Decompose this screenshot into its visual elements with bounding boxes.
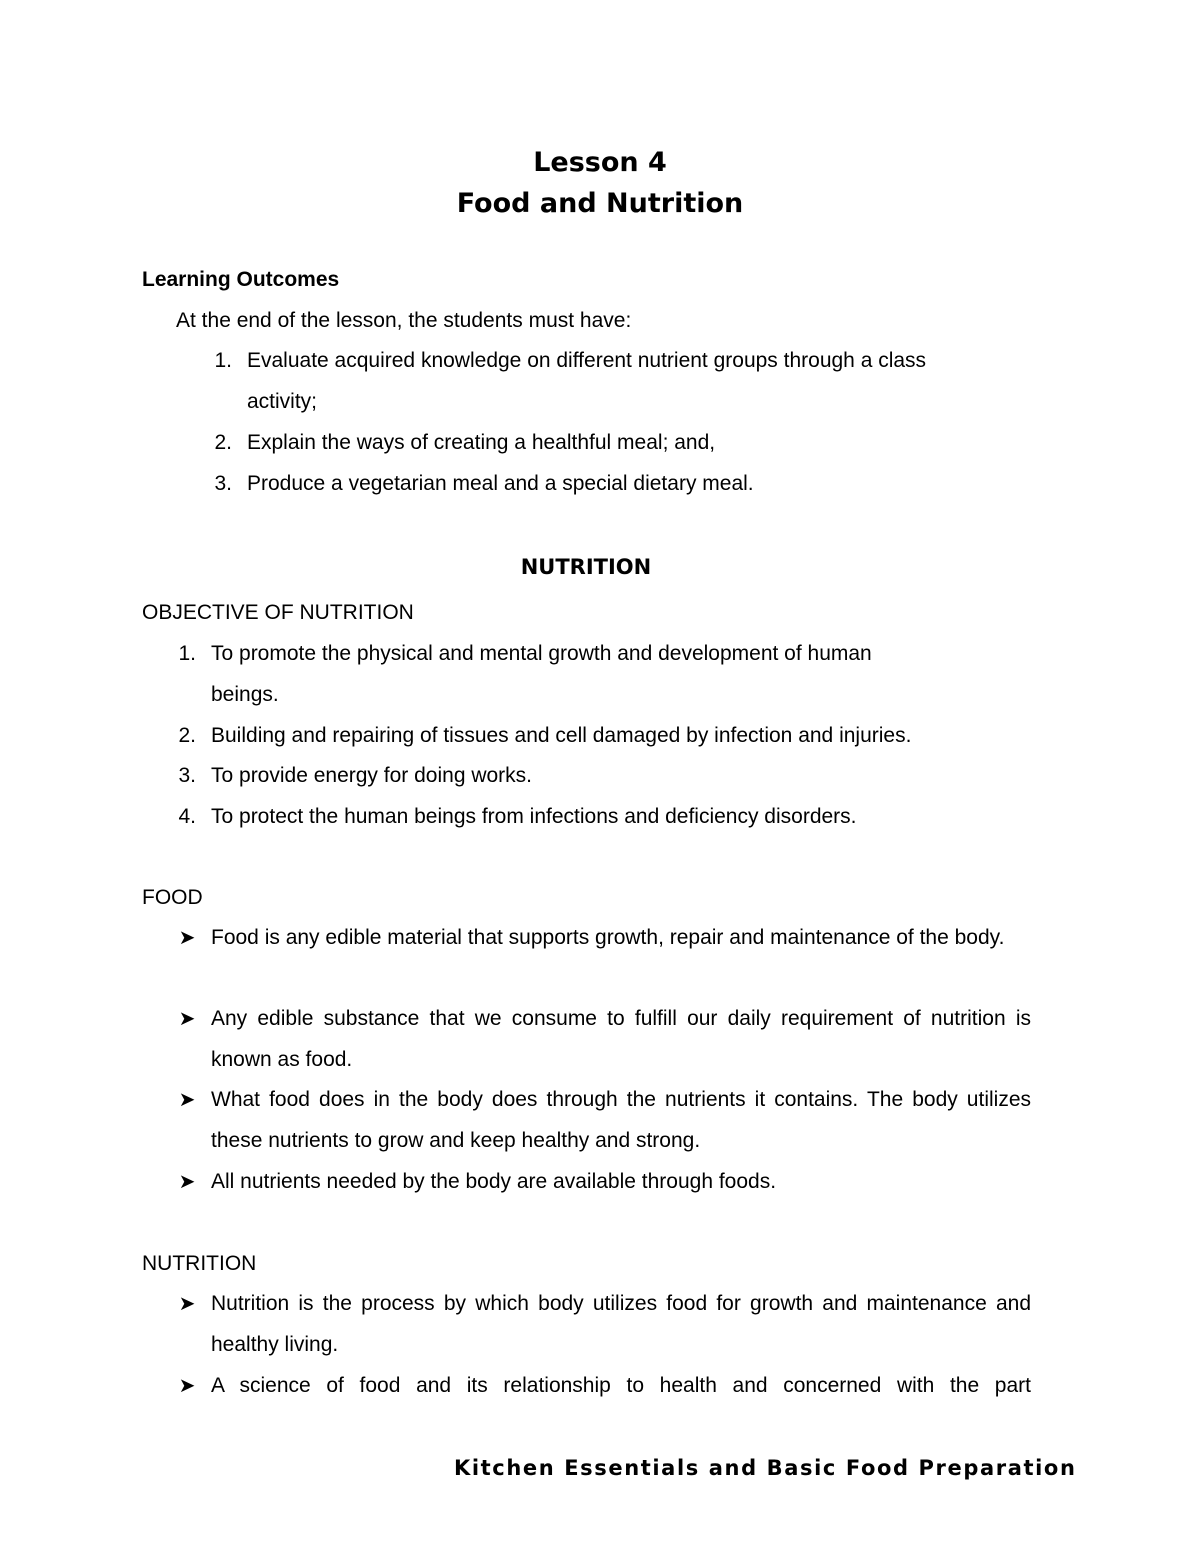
food-bullet-text: Food is any edible material that supports growth, repair and maintenance of the body. (211, 926, 1005, 949)
lesson-number-title: Lesson 4 (533, 147, 667, 178)
food-bullet-text: What food does in the body does through the nutrients it contains. The body utilizes these nutrients to grow and keep healthy and strong. (211, 1088, 1031, 1152)
objective-number: 2. (178, 724, 196, 747)
nutrition-bullet-text: A science of food and its relationship to health and concerned with the part (211, 1374, 1031, 1397)
outcome-text: Evaluate acquired knowledge on different nutrient groups through a class (247, 349, 927, 372)
lesson-topic-title: Food and Nutrition (456, 188, 744, 219)
arrow-bullet-icon: ➤ (178, 1171, 196, 1193)
arrow-bullet-icon: ➤ (178, 927, 196, 949)
objective-text: To protect the human beings from infections and deficiency disorders. (211, 805, 857, 828)
nutrition-section-heading: NUTRITION (520, 555, 652, 579)
objective-number: 3. (178, 764, 196, 787)
page-footer: Kitchen Essentials and Basic Food Preparation (454, 1456, 1077, 1480)
objective-number: 4. (178, 805, 196, 828)
objective-text-continued: beings. (211, 683, 279, 706)
outcome-number: 3. (214, 472, 232, 495)
learning-outcomes-intro: At the end of the lesson, the students must have: (176, 309, 632, 332)
learning-outcomes-heading: Learning Outcomes (142, 268, 340, 291)
outcome-text: Produce a vegetarian meal and a special dietary meal. (247, 472, 754, 495)
food-bullet-text: Any edible substance that we consume to fulfill our daily requirement of nutrition is known as food. (211, 1007, 1031, 1071)
objective-text: To provide energy for doing works. (211, 764, 532, 787)
objective-heading: OBJECTIVE OF NUTRITION (142, 601, 414, 624)
nutrition-bullet-text: Nutrition is the process by which body utilizes food for growth and maintenance and healthy living. (211, 1292, 1031, 1356)
outcome-text-continued: activity; (247, 390, 318, 413)
arrow-bullet-icon: ➤ (178, 1375, 196, 1397)
arrow-bullet-icon: ➤ (178, 1008, 196, 1030)
objective-text: To promote the physical and mental growth and development of human (211, 642, 872, 665)
outcome-text: Explain the ways of creating a healthful meal; and, (247, 431, 716, 454)
arrow-bullet-icon: ➤ (178, 1089, 196, 1111)
objective-number: 1. (178, 642, 196, 665)
food-bullet-text: All nutrients needed by the body are available through foods. (211, 1170, 777, 1193)
arrow-bullet-icon: ➤ (178, 1293, 196, 1315)
outcome-number: 1. (214, 349, 232, 372)
objective-text: Building and repairing of tissues and cell damaged by infection and injuries. (211, 724, 912, 747)
outcome-number: 2. (214, 431, 232, 454)
food-heading: FOOD (142, 886, 203, 909)
nutrition-heading: NUTRITION (142, 1252, 257, 1275)
